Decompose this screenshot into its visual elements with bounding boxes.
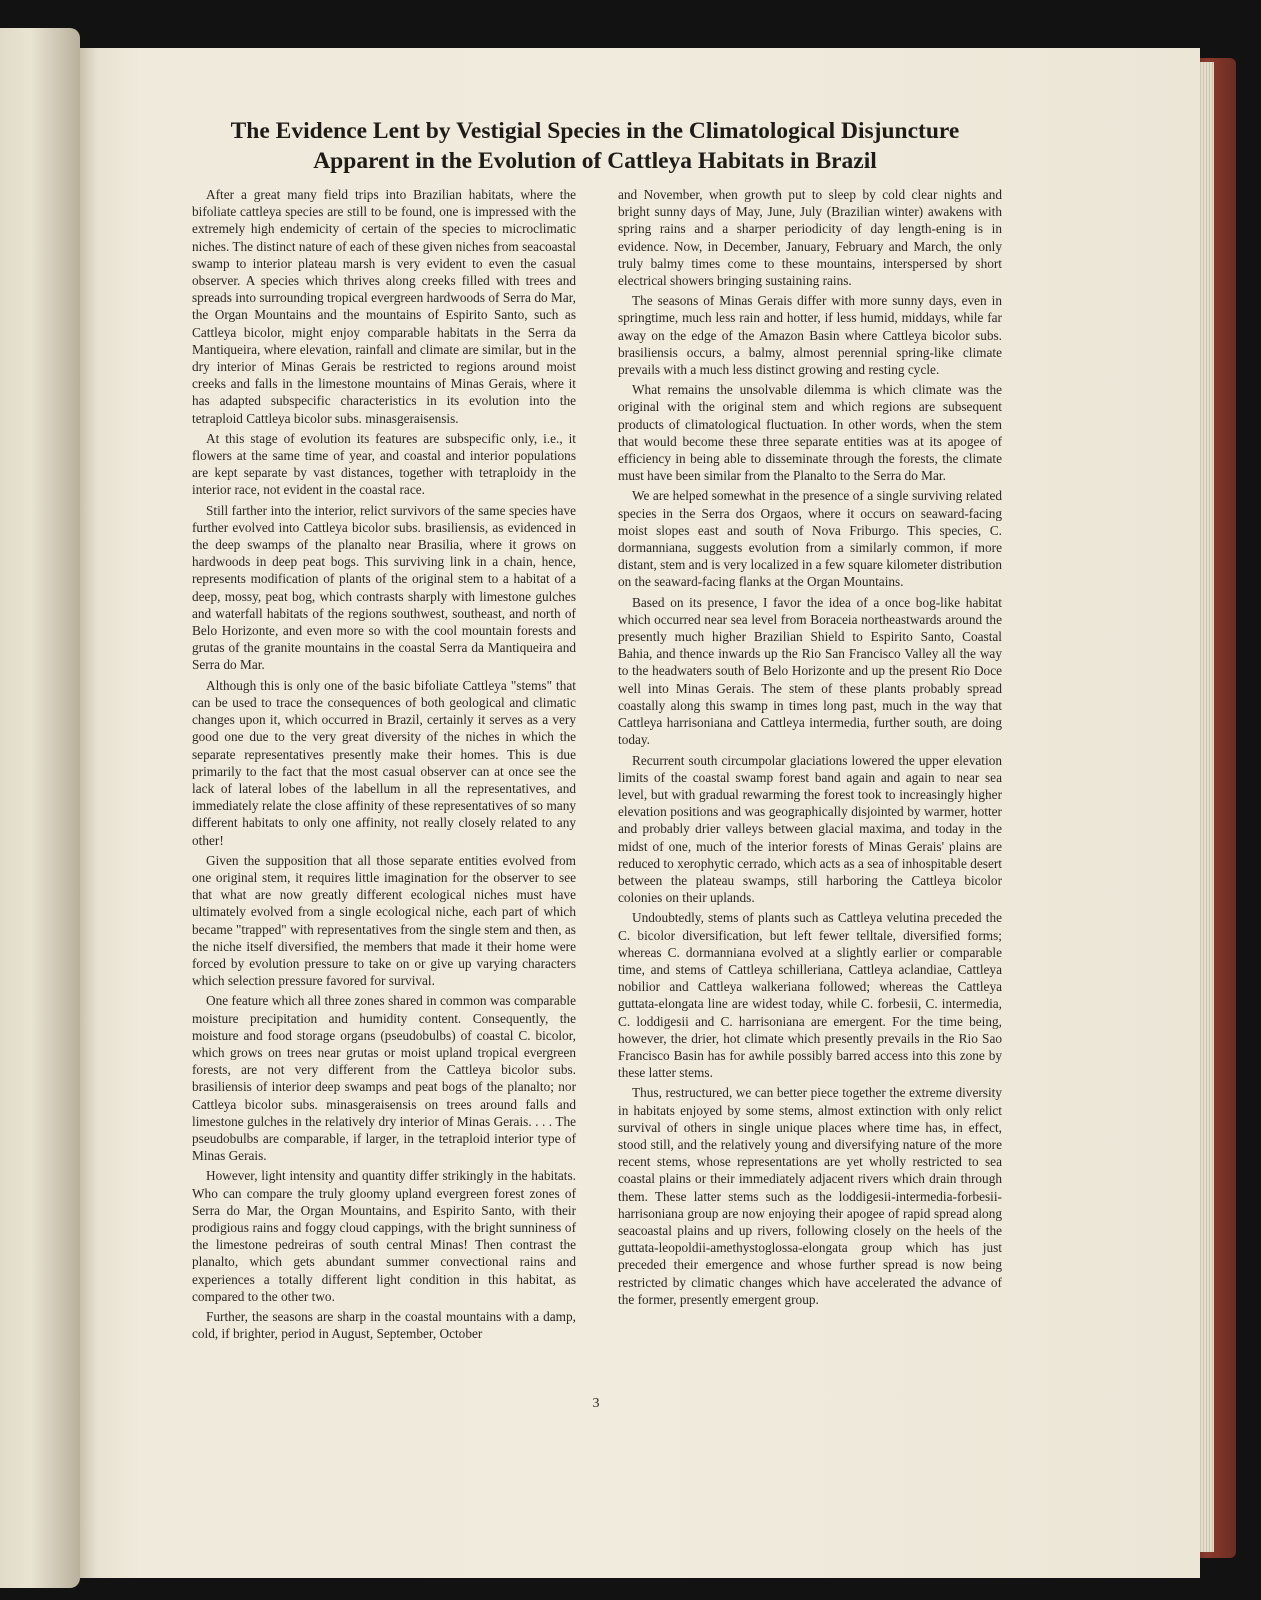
- paragraph: Undoubtedly, stems of plants such as Cattleya velutina preceded the C. bicolor diversification, but left fewer telltale, diversified forms; whereas C. dormanniana evolved at a slightly earlier or comparable time, and stems of Cattleya schilleriana, Cattleya aclandiae, Cattleya nobilior and Cattleya walkeriana followed; whereas the Cattleya guttata-elongata line are widest today, while C. forbesii, C. intermedia, C. loddigesii and C. harrisoniana are emergent. For the time being, however, the drier, hot climate which presently prevails in the Rio Sao Francisco Basin has for awhile possibly barred access into this zone by these latter stems.: [618, 910, 1002, 1081]
- article-title: The Evidence Lent by Vestigial Species in the Climatological Disjuncture Apparent in the Evolution of Cattleya Habitats in Brazil: [230, 118, 960, 174]
- paragraph: However, light intensity and quantity differ strikingly in the habitats. Who can compare the truly gloomy upland evergreen forest zones of Serra do Mar, the Organ Mountains, and Espirito Santo, with their prodigious rains and foggy cloud cappings, with the bright sunniness of the limestone pedreiras of south central Minas! Then contrast the planalto, which gets abundant summer convectional rains and experiences a totally different light condition in this habitat, as compared to the other two.: [192, 1168, 576, 1304]
- paragraph: Recurrent south circumpolar glaciations lowered the upper elevation limits of the coastal swamp forest band again and again to near sea level, but with gradual rewarming the forest took to increasingly higher elevation positions and was geographically disjointed by warmer, hotter and probably drier valleys between glacial maxima, and today in the midst of one, much of the interior forests of Minas Gerais' plains are reduced to xerophytic cerrado, which acts as a sea of inhospitable desert between the plateau swamps, still harboring the Cattleya bicolor colonies on their uplands.: [618, 752, 1002, 906]
- paragraph: Although this is only one of the basic bifoliate Cattleya "stems" that can be used to trace the consequences of both geological and climatic changes upon it, which occurred in Brazil, certainly it serves as a very good one due to the very great diversity of the niches in which the separate representatives presently make their homes. This is due primarily to the fact that the most casual observer can at once see the lack of lateral lobes of the labellum in all the representatives, and immediately relate the close affinity of these representatives of so many different habitats to only one affinity, not really closely related to any other!: [192, 677, 576, 848]
- paragraph: One feature which all three zones shared in common was comparable moisture precipitation and humidity content. Consequently, the moisture and food storage organs (pseudobulbs) of coastal C. bicolor, which grows on trees near grutas or moist upland tropical evergreen forests, are not very different from the Cattleya bicolor subs. brasiliensis of interior deep swamps and peat bogs of the planalto; nor Cattleya bicolor subs. minasgeraisensis on trees around falls and limestone gulches in the relatively dry interior of Minas Gerais. . . . The pseudobulbs are comparable, if larger, in the tetraploid interior type of Minas Gerais.: [192, 993, 576, 1164]
- left-column: [192, 186, 576, 1345]
- paragraph: Thus, restructured, we can better piece together the extreme diversity in habitats enjoyed by some stems, almost extinction with only relict survival of others in single unique places where time has, in effect, stood still, and the relatively young and diversifying nature of the more recent stems, whose representations are yet wholly restricted to sea coastal plains or their immediately adjacent rivers which drain through them. These latter stems such as the loddigesii-intermedia-forbesii-harrisoniana group are now enjoying their apogee of rapid spread along seacoastal plains and up rivers, following closely on the heels of the guttata-leopoldii-amethystoglossa-elongata group which has just preceded their emergence and whose further spread is now being restricted by climatic changes which have accelerated the advance of the former, presently emergent group.: [618, 1085, 1002, 1307]
- paragraph: At this stage of evolution its features are subspecific only, i.e., it flowers at the same time of year, and coastal and interior populations are kept separate by vast distances, together with tetraploidy in the interior race, not evident in the coastal race.: [192, 430, 576, 498]
- paragraph: Further, the seasons are sharp in the coastal mountains with a damp, cold, if brighter, period in August, September, October: [192, 1309, 576, 1342]
- paragraph: Still farther into the interior, relict survivors of the same species have further evolved into Cattleya bicolor subs. brasiliensis, as evidenced in the deep swamps of the planalto near Brasilia, where it grows on hardwoods in deep peat bogs. This surviving link in a chain, hence, represents modification of plants of the original stem to a habitat of a deep, mossy, peat bog, which contrasts sharply with limestone gulches and waterfall habitats of the regions southwest, southeast, and north of Belo Horizonte, and even more so with the cool mountain forests and grutas of the granite mountains in the coastal Serra da Mantiqueira and Serra do Mar.: [192, 502, 576, 673]
- paragraph: After a great many field trips into Brazilian habitats, where the bifoliate cattleya species are still to be found, one is impressed with the extremely high endemicity of certain of the species to microclimatic niches. The distinct nature of each of these given niches from seacoastal swamp to interior plateau marsh is very evident to even the casual observer. A species which thrives along creeks filled with trees and spreads into surrounding tropical evergreen hardwoods of Serra do Mar, the Organ Mountains and the mountains of Espirito Santo, such as Cattleya bicolor, might enjoy comparable habitats in the Serra da Mantiqueira, where elevation, rainfall and climate are similar, but in the dry interior of Minas Gerais be restricted to regions around moist creeks and falls in the limestone mountains of Minas Gerais, where it has adapted subspecific characteristics in its evolution into the tetraploid Cattleya bicolor subs. minasgeraisensis.: [192, 187, 576, 426]
- right-column: [618, 186, 1002, 1311]
- paragraph: Given the supposition that all those separate entities evolved from one original stem, it requires little imagination for the observer to see that what are now greatly different ecological niches must have ultimately evolved from a single ecological niche, each part of which became "trapped" with representatives from the single stem and then, as the niche itself diversified, the members that made it their home were forced by evolution pressure to take on or give up varying characters which selection pressure favored for survival.: [192, 852, 576, 989]
- paragraph: We are helped somewhat in the presence of a single surviving related species in the Serra dos Orgaos, where it occurs on seaward-facing moist slopes east and south of Nova Friburgo. This species, C. dormanniana, suggests evolution from a similarly common, if more distant, stem and is very localized in a few square kilometer distribution on the seaward-facing flanks at the Organ Mountains.: [618, 488, 1002, 590]
- page-number: 3: [592, 1396, 600, 1411]
- paragraph: The seasons of Minas Gerais differ with more sunny days, even in springtime, much less rain and hotter, if less humid, middays, while far away on the edge of the Amazon Basin where Cattleya bicolor subs. brasiliensis occurs, a balmy, almost perennial spring-like climate prevails with a much less distinct growing and resting cycle.: [618, 293, 1002, 378]
- paragraph: What remains the unsolvable dilemma is which climate was the original with the original stem and which regions are subsequent products of climatological fluctuation. In other words, when the stem that would become these three separate entities was at its apogee of efficiency in being able to disseminate through the forests, the climate must have been similar from the Planalto to the Serra do Mar.: [618, 382, 1002, 484]
- facing-page-edge: [0, 28, 80, 1588]
- paragraph: Based on its presence, I favor the idea of a once bog-like habitat which occurred near sea level from Boraceia northeastwards around the presently much higher Brazilian Shield to Espirito Santo, Coastal Bahia, and thence inwards up the Rio San Francisco Valley all the way to the headwaters south of Belo Horizonte and up the present Rio Doce well into Minas Gerais. The stem of these plants probably spread coastally along this swamp in times long past, much in the way that Cattleya harrisoniana and Cattleya intermedia, further south, are doing today.: [618, 594, 1002, 748]
- paragraph: and November, when growth put to sleep by cold clear nights and bright sunny days of May, June, July (Brazilian winter) awakens with spring rains and a sharper periodicity of day length-ening is in evidence. Now, in December, January, February and March, the only truly balmy times come to these mountains, interspersed by short electrical showers bringing sustaining rains.: [618, 187, 1002, 289]
